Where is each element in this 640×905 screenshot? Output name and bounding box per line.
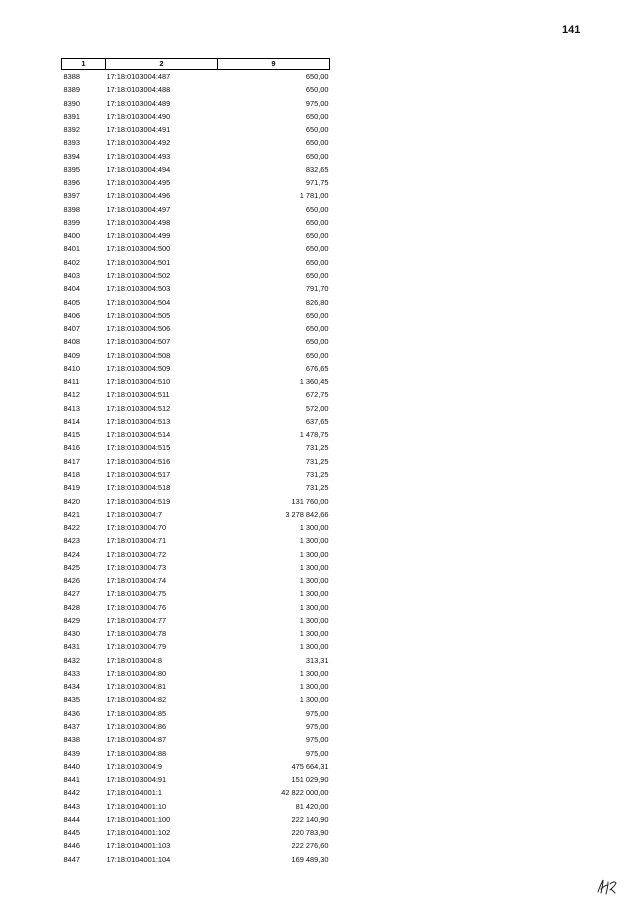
value-cell: 731,25 [305,469,329,479]
value-cell: 1 300,00 [299,615,329,625]
cadastral-id-cell: 17:18:0103004:7 [106,509,162,519]
table-row [62,601,330,614]
value-cell: 1 300,00 [299,642,329,652]
row-number-cell: 8423 [63,536,80,546]
table-row [62,455,330,468]
cadastral-id-cell: 17:18:0104001:103 [106,841,171,851]
table-row [62,136,330,149]
table-row [62,176,330,189]
value-cell: 791,70 [305,284,329,294]
table-row [62,640,330,653]
table-row [62,481,330,494]
cadastral-id-cell: 17:18:0103004:508 [106,350,171,360]
table-row [62,441,330,454]
row-number-cell: 8404 [63,284,80,294]
value-cell: 650,00 [305,324,329,334]
table-row [62,322,330,335]
row-number-cell: 8416 [63,443,80,453]
table-row [62,110,330,123]
cadastral-id-cell: 17:18:0103004:493 [106,151,171,161]
row-number-cell: 8388 [63,72,80,81]
cadastral-id-cell: 17:18:0103004:495 [106,178,171,188]
cadastral-id-cell: 17:18:0103004:503 [106,284,171,294]
row-number-cell: 8429 [63,615,80,625]
row-number-cell: 8418 [63,469,80,479]
value-cell: 650,00 [305,72,329,81]
value-cell: 1 781,00 [299,191,329,201]
value-cell: 131 760,00 [291,496,329,506]
value-cell: 1 300,00 [299,695,329,705]
cadastral-id-cell: 17:18:0103004:73 [106,562,167,572]
row-number-cell: 8394 [63,151,80,161]
table-row [62,362,330,375]
table-row [62,839,330,852]
handwritten-signature [596,876,618,896]
column-header-number: 1 [62,59,106,70]
cadastral-id-cell: 17:18:0103004:87 [106,735,167,745]
cadastral-id-cell: 17:18:0103004:515 [106,443,171,453]
cadastral-id-cell: 17:18:0103004:487 [106,72,171,81]
table-row [62,402,330,415]
row-number-cell: 8428 [63,602,80,612]
table-row [62,123,330,136]
value-cell: 1 300,00 [299,602,329,612]
value-cell: 1 360,45 [299,377,329,387]
value-cell: 971,75 [305,178,329,188]
value-cell: 313,31 [305,655,329,665]
value-cell: 650,00 [305,125,329,135]
cadastral-id-cell: 17:18:0103004:80 [106,668,167,678]
row-number-cell: 8415 [63,430,80,440]
row-number-cell: 8441 [63,775,80,785]
cadastral-id-cell: 17:18:0103004:498 [106,217,171,227]
table-row [62,97,330,110]
table-row [62,150,330,163]
table-row [62,786,330,799]
value-cell: 650,00 [305,231,329,241]
row-number-cell: 8443 [63,801,80,811]
cadastral-id-cell: 17:18:0103004:8 [106,655,162,665]
row-number-cell: 8446 [63,841,80,851]
value-cell: 650,00 [305,350,329,360]
cadastral-id-cell: 17:18:0103004:91 [106,775,167,785]
table-row [62,309,330,322]
row-number-cell: 8397 [63,191,80,201]
cadastral-id-cell: 17:18:0103004:492 [106,138,171,148]
value-cell: 1 300,00 [299,562,329,572]
cadastral-id-cell: 17:18:0103004:86 [106,722,167,732]
row-number-cell: 8405 [63,297,80,307]
table-row [62,508,330,521]
row-number-cell: 8434 [63,682,80,692]
table-row [62,548,330,561]
row-number-cell: 8427 [63,589,80,599]
table-row [62,349,330,362]
table-row [62,534,330,547]
table-row [62,707,330,720]
table-row [62,375,330,388]
cadastral-id-cell: 17:18:0103004:509 [106,363,171,373]
table-row [62,203,330,216]
cadastral-id-cell: 17:18:0103004:507 [106,337,171,347]
row-number-cell: 8406 [63,310,80,320]
table-row [62,773,330,786]
table-row [62,189,330,202]
value-cell: 975,00 [305,735,329,745]
cadastral-id-cell: 17:18:0103004:9 [106,761,162,771]
table-row [62,627,330,640]
row-number-cell: 8403 [63,270,80,280]
row-number-cell: 8425 [63,562,80,572]
value-cell: 650,00 [305,270,329,280]
value-cell: 1 300,00 [299,668,329,678]
value-cell: 650,00 [305,310,329,320]
value-cell: 650,00 [305,244,329,254]
table-row [62,720,330,733]
row-number-cell: 8396 [63,178,80,188]
value-cell: 3 278 842,66 [285,509,329,519]
row-number-cell: 8417 [63,456,80,466]
cadastral-id-cell: 17:18:0103004:77 [106,615,167,625]
value-cell: 572,00 [305,403,329,413]
table-row [62,693,330,706]
table-row [62,680,330,693]
cadastral-id-cell: 17:18:0103004:511 [106,390,170,400]
cadastral-id-cell: 17:18:0103004:488 [106,85,171,95]
column-header-value: 9 [218,59,330,70]
table-row [62,800,330,813]
cadastral-id-cell: 17:18:0103004:506 [106,324,171,334]
value-cell: 222 140,90 [291,814,329,824]
table-row [62,747,330,760]
row-number-cell: 8432 [63,655,80,665]
row-number-cell: 8399 [63,217,80,227]
table-row [62,229,330,242]
cadastral-id-cell: 17:18:0104001:1 [106,788,162,798]
table-row [62,428,330,441]
value-cell: 42 822 000,00 [281,788,329,798]
cadastral-id-cell: 17:18:0103004:504 [106,297,171,307]
row-number-cell: 8438 [63,735,80,745]
cadastral-id-cell: 17:18:0103004:76 [106,602,167,612]
cadastral-id-cell: 17:18:0103004:490 [106,111,171,121]
row-number-cell: 8400 [63,231,80,241]
row-number-cell: 8445 [63,828,80,838]
cadastral-id-cell: 17:18:0103004:519 [106,496,171,506]
value-cell: 731,25 [305,456,329,466]
value-cell: 975,00 [305,722,329,732]
value-cell: 650,00 [305,337,329,347]
row-number-cell: 8420 [63,496,80,506]
value-cell: 1 300,00 [299,682,329,692]
cadastral-id-cell: 17:18:0103004:513 [106,416,171,426]
value-cell: 676,65 [305,363,329,373]
row-number-cell: 8411 [63,377,80,387]
value-cell: 672,75 [305,390,329,400]
row-number-cell: 8392 [63,125,80,135]
row-number-cell: 8437 [63,722,80,732]
table-row [62,561,330,574]
cadastral-id-cell: 17:18:0103004:496 [106,191,171,201]
table-row [62,415,330,428]
row-number-cell: 8419 [63,483,80,493]
table-row [62,587,330,600]
row-number-cell: 8440 [63,761,80,771]
cadastral-id-cell: 17:18:0103004:516 [106,456,171,466]
cadastral-id-cell: 17:18:0103004:81 [106,682,167,692]
table-body [62,70,330,866]
table-row [62,521,330,534]
cadastral-value-table-container [61,58,329,866]
cadastral-id-cell: 17:18:0103004:85 [106,708,167,718]
row-number-cell: 8424 [63,549,80,559]
cadastral-id-cell: 17:18:0103004:514 [106,430,171,440]
value-cell: 650,00 [305,151,329,161]
cadastral-id-cell: 17:18:0103004:497 [106,204,171,214]
row-number-cell: 8410 [63,363,80,373]
table-row [62,242,330,255]
table-row [62,282,330,295]
row-number-cell: 8398 [63,204,80,214]
table-row [62,216,330,229]
cadastral-id-cell: 17:18:0103004:505 [106,310,171,320]
value-cell: 650,00 [305,138,329,148]
table-row [62,667,330,680]
value-cell: 1 300,00 [299,589,329,599]
value-cell: 731,25 [305,483,329,493]
row-number-cell: 8433 [63,668,80,678]
value-cell: 975,00 [305,748,329,758]
row-number-cell: 8414 [63,416,80,426]
value-cell: 81 420,00 [295,801,329,811]
value-cell: 220 783,90 [291,828,329,838]
table-row [62,468,330,481]
row-number-cell: 8413 [63,403,80,413]
table-row [62,269,330,282]
table-row [62,733,330,746]
value-cell: 475 664,31 [291,761,329,771]
row-number-cell: 8390 [63,98,80,108]
cadastral-id-cell: 17:18:0103004:512 [106,403,171,413]
row-number-cell: 8436 [63,708,80,718]
cadastral-id-cell: 17:18:0103004:79 [106,642,167,652]
value-cell: 1 300,00 [299,536,329,546]
cadastral-id-cell: 17:18:0103004:502 [106,270,171,280]
cadastral-id-cell: 17:18:0104001:104 [106,854,171,864]
table-row [62,654,330,667]
value-cell: 151 029,90 [291,775,329,785]
row-number-cell: 8409 [63,350,80,360]
cadastral-id-cell: 17:18:0103004:82 [106,695,167,705]
value-cell: 1 300,00 [299,576,329,586]
page-number: 141 [562,24,581,36]
cadastral-id-cell: 17:18:0103004:88 [106,748,167,758]
table-row [62,296,330,309]
row-number-cell: 8426 [63,576,80,586]
cadastral-id-cell: 17:18:0103004:494 [106,164,171,174]
cadastral-value-table [61,58,330,866]
value-cell: 222 276,60 [291,841,329,851]
table-row [62,495,330,508]
table-row [62,70,330,84]
table-row [62,256,330,269]
cadastral-id-cell: 17:18:0103004:500 [106,244,171,254]
row-number-cell: 8442 [63,788,80,798]
value-cell: 650,00 [305,204,329,214]
table-header-row [62,59,330,70]
value-cell: 1 300,00 [299,523,329,533]
row-number-cell: 8422 [63,523,80,533]
cadastral-id-cell: 17:18:0103004:489 [106,98,171,108]
row-number-cell: 8444 [63,814,80,824]
table-row [62,826,330,839]
row-number-cell: 8408 [63,337,80,347]
cadastral-id-cell: 17:18:0103004:499 [106,231,171,241]
value-cell: 975,00 [305,98,329,108]
cadastral-id-cell: 17:18:0104001:100 [106,814,171,824]
row-number-cell: 8435 [63,695,80,705]
cadastral-id-cell: 17:18:0103004:491 [106,125,171,135]
row-number-cell: 8395 [63,164,80,174]
value-cell: 975,00 [305,708,329,718]
value-cell: 650,00 [305,257,329,267]
cadastral-id-cell: 17:18:0103004:72 [106,549,167,559]
table-row [62,760,330,773]
cadastral-id-cell: 17:18:0103004:78 [106,629,167,639]
cadastral-id-cell: 17:18:0103004:75 [106,589,167,599]
table-row [62,574,330,587]
table-row [62,163,330,176]
table-row [62,335,330,348]
row-number-cell: 8393 [63,138,80,148]
value-cell: 1 478,75 [299,430,329,440]
row-number-cell: 8401 [63,244,80,254]
value-cell: 1 300,00 [299,549,329,559]
value-cell: 1 300,00 [299,629,329,639]
value-cell: 650,00 [305,111,329,121]
table-row [62,614,330,627]
cadastral-id-cell: 17:18:0103004:70 [106,523,167,533]
value-cell: 832,65 [305,164,329,174]
value-cell: 169 489,30 [291,854,329,864]
cadastral-id-cell: 17:18:0103004:74 [106,576,167,586]
row-number-cell: 8447 [63,854,80,864]
row-number-cell: 8412 [63,390,80,400]
value-cell: 637,65 [305,416,329,426]
table-row [62,83,330,96]
cadastral-id-cell: 17:18:0103004:71 [106,536,167,546]
cadastral-id-cell: 17:18:0104001:10 [106,801,167,811]
row-number-cell: 8407 [63,324,80,334]
table-row [62,388,330,401]
row-number-cell: 8430 [63,629,80,639]
cadastral-id-cell: 17:18:0103004:510 [106,377,171,387]
value-cell: 650,00 [305,85,329,95]
row-number-cell: 8391 [63,111,80,121]
row-number-cell: 8439 [63,748,80,758]
table-row [62,813,330,826]
cadastral-id-cell: 17:18:0104001:102 [106,828,171,838]
cadastral-id-cell: 17:18:0103004:518 [106,483,171,493]
value-cell: 826,80 [305,297,329,307]
row-number-cell: 8431 [63,642,80,652]
cadastral-id-cell: 17:18:0103004:517 [106,469,171,479]
table-row [62,853,330,866]
column-header-cadastral-id: 2 [106,59,218,70]
row-number-cell: 8421 [63,509,80,519]
row-number-cell: 8389 [63,85,80,95]
value-cell: 650,00 [305,217,329,227]
row-number-cell: 8402 [63,257,80,267]
value-cell: 731,25 [305,443,329,453]
cadastral-id-cell: 17:18:0103004:501 [106,257,171,267]
